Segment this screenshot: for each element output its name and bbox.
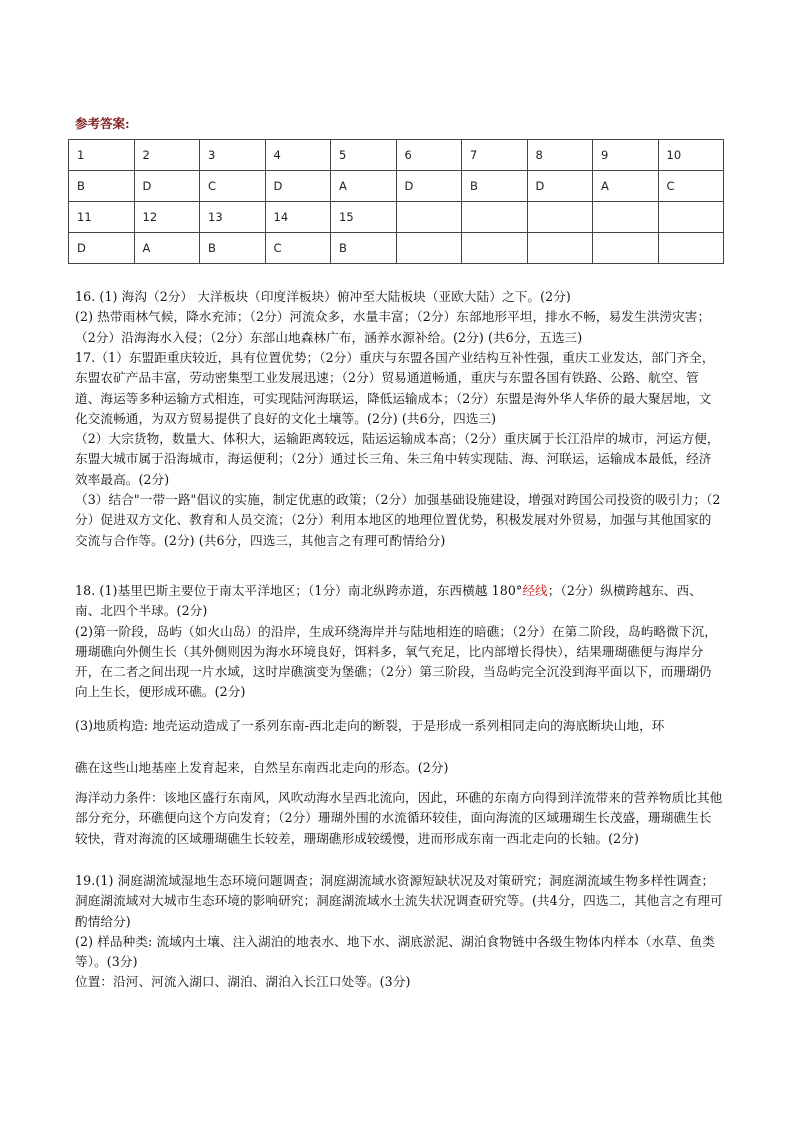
q19-block xyxy=(75,871,723,993)
table-cell: 4 xyxy=(265,140,331,171)
answer-heading: 参考答案: xyxy=(75,116,130,131)
q18-part3-line2 xyxy=(75,758,723,778)
q16-line2: (2) 热带雨林气候，降水充沛；（2分）河流众多，水量丰富；（2分）东部地形平坦，排水不畅，易发生洪涝灾害；（2分）沿海海水入侵；（2分）东部山地森林广布，涵养水源补给。(2分) (共6分，五选三) xyxy=(75,309,711,345)
table-cell: D xyxy=(265,171,331,202)
table-cell: 2 xyxy=(134,140,200,171)
q18-ocean-dynamics: 海洋动力条件：该地区盛行东南风，风吹动海水呈西北流向，因此，环礁的东南方向得到洋流带来的营养物质比其他部分充分，环礁便向这个方向发育；（2分）珊瑚外围的水流循环较佳，面向海流的区域珊瑚生长茂盛，珊瑚礁生长较快，背对海流的区域珊瑚礁生长较差，珊瑚礁形成较缓慢，进而形成东南一西北走向的长轴。(2分) xyxy=(75,790,723,846)
table-cell: 8 xyxy=(527,140,593,171)
q18-block xyxy=(75,581,723,703)
table-cell: C xyxy=(200,171,266,202)
table-cell: A xyxy=(331,171,397,202)
q17-part2: （2）大宗货物，数量大、体积大，运输距离较远，陆运运输成本高；（2分）重庆属于长江沿岸的城市，河运方便，东盟大城市属于沿海城市，海运便利；（2分）通过长三角、朱三角中转实现陆、海、河联运，运输成本最低，经济效率最高。(2分) xyxy=(75,431,720,487)
answer-table xyxy=(68,139,724,264)
q18-highlight-longitude: 经线 xyxy=(522,583,548,598)
q18-part1-text-a: 18. (1)基里巴斯主要位于南太平洋地区；（1分）南北纵跨赤道，东西横越 180° xyxy=(75,583,523,598)
table-cell: D xyxy=(396,171,462,202)
q19-part1: 19.(1) 洞庭湖流域湿地生态环境问题调查；洞庭湖流域水资源短缺状况及对策研究；洞庭湖流域生物多样性调查；洞庭湖流域对大城市生态环境的影响研究；洞庭湖流域水土流失状况调查研究等。(共4分，四选二，其他言之有理可酌情给分) xyxy=(75,873,723,929)
q18-part3-text-b: 礁在这些山地基座上发育起来，自然呈东南西北走向的形态。(2分) xyxy=(75,760,449,775)
table-cell: 12 xyxy=(134,202,200,233)
table-cell: 6 xyxy=(396,140,462,171)
q19-part2: (2) 样品种类: 流域内土壤、注入湖泊的地表水、地下水、湖底淤泥、湖泊食物链中各级生物体内样本（水草、鱼类等）。(3分) xyxy=(75,933,715,970)
table-cell: D xyxy=(69,233,135,264)
table-cell: 7 xyxy=(462,140,528,171)
table-cell: B xyxy=(462,171,528,202)
q18-part3-line1 xyxy=(75,716,723,736)
table-cell xyxy=(593,233,659,264)
table-cell: 14 xyxy=(265,202,331,233)
table-cell: 10 xyxy=(658,140,724,171)
q18-part1-text-b: ；（2分）纵横跨越东、西、南、北四个半球。(2分) xyxy=(75,583,702,619)
q16-line1: 16. (1) 海沟（2分） 大洋板块（印度洋板块）俯冲至大陆板块（亚欧大陆）之下。(2分) xyxy=(75,289,571,304)
table-cell xyxy=(658,202,724,233)
table-cell: A xyxy=(134,233,200,264)
table-row xyxy=(69,171,724,202)
q19-part3: 位置：沿河、河流入湖口、湖泊、湖泊入长江口处等。(3分) xyxy=(75,974,411,990)
table-cell: 5 xyxy=(331,140,397,171)
table-cell: 11 xyxy=(69,202,135,233)
table-cell: D xyxy=(134,171,200,202)
table-cell xyxy=(527,202,593,233)
q18-part2: (2)第一阶段，岛屿（如火山岛）的沿岸，生成环绕海岸并与陆地相连的暗礁；（2分）在第二阶段，岛屿略微下沉，珊瑚礁向外侧生长（其外侧则因为海水环境良好，饵料多，氧气充足，比内部增长得快），结果珊瑚礁便与海岸分开，在二者之间出现一片水域，这时岸礁演变为堡礁；（2分）第三阶段，当岛屿完全沉没到海平面以下，而珊瑚仍向上生长，便形成环礁。(2分) xyxy=(75,623,717,700)
table-cell: B xyxy=(69,171,135,202)
table-cell: C xyxy=(265,233,331,264)
table-cell: A xyxy=(593,171,659,202)
table-cell xyxy=(658,233,724,264)
table-cell: 15 xyxy=(331,202,397,233)
q17-part3: （3）结合"一带一路"倡议的实施，制定优惠的政策；（2分）加强基础设施建设，增强对跨国公司投资的吸引力；（2分）促进双方文化、教育和人员交流；（2分）利用本地区的地理位置优势，积极发展对外贸易，加强与其他国家的交流与合作等。(2分) (共6分，四选三，其他言之有理可酌情给分) xyxy=(75,492,721,548)
table-cell: 9 xyxy=(593,140,659,171)
table-cell: B xyxy=(331,233,397,264)
table-cell xyxy=(527,233,593,264)
table-cell xyxy=(462,202,528,233)
table-cell: 1 xyxy=(69,140,135,171)
table-cell xyxy=(593,202,659,233)
q17-part1: 17.（1）东盟距重庆较近，具有位置优势；（2分）重庆与东盟各国产业结构互补性强，重庆工业发达，部门齐全，东盟农矿产品丰富，劳动密集型工业发展迅速；（2分）贸易通道畅通，重庆与东盟各国有铁路、公路、航空、管道、海运等多种运输方式相连，可实现陆河海联运，降低运输成本；（2分）东盟是海外华人华侨的最大聚居地，文化交流畅通，为双方贸易提供了良好的文化土壤等。(2分) (共6分，四选三) xyxy=(75,350,715,426)
table-row xyxy=(69,202,724,233)
q18-part3-text-a: (3)地质构造: 地壳运动造成了一系列东南-西北走向的断裂，于是形成一系列相同走向的海底断块山地，环 xyxy=(75,718,665,733)
q18-part1 xyxy=(75,581,723,622)
table-cell: 3 xyxy=(200,140,266,171)
table-cell: 13 xyxy=(200,202,266,233)
table-cell: C xyxy=(658,171,724,202)
q17-block xyxy=(75,348,723,551)
table-cell xyxy=(462,233,528,264)
table-row xyxy=(69,140,724,171)
q18-part4 xyxy=(75,788,723,849)
table-row xyxy=(69,233,724,264)
table-cell: B xyxy=(200,233,266,264)
table-cell xyxy=(396,202,462,233)
q16-block xyxy=(75,287,723,348)
table-cell xyxy=(396,233,462,264)
table-cell: D xyxy=(527,171,593,202)
